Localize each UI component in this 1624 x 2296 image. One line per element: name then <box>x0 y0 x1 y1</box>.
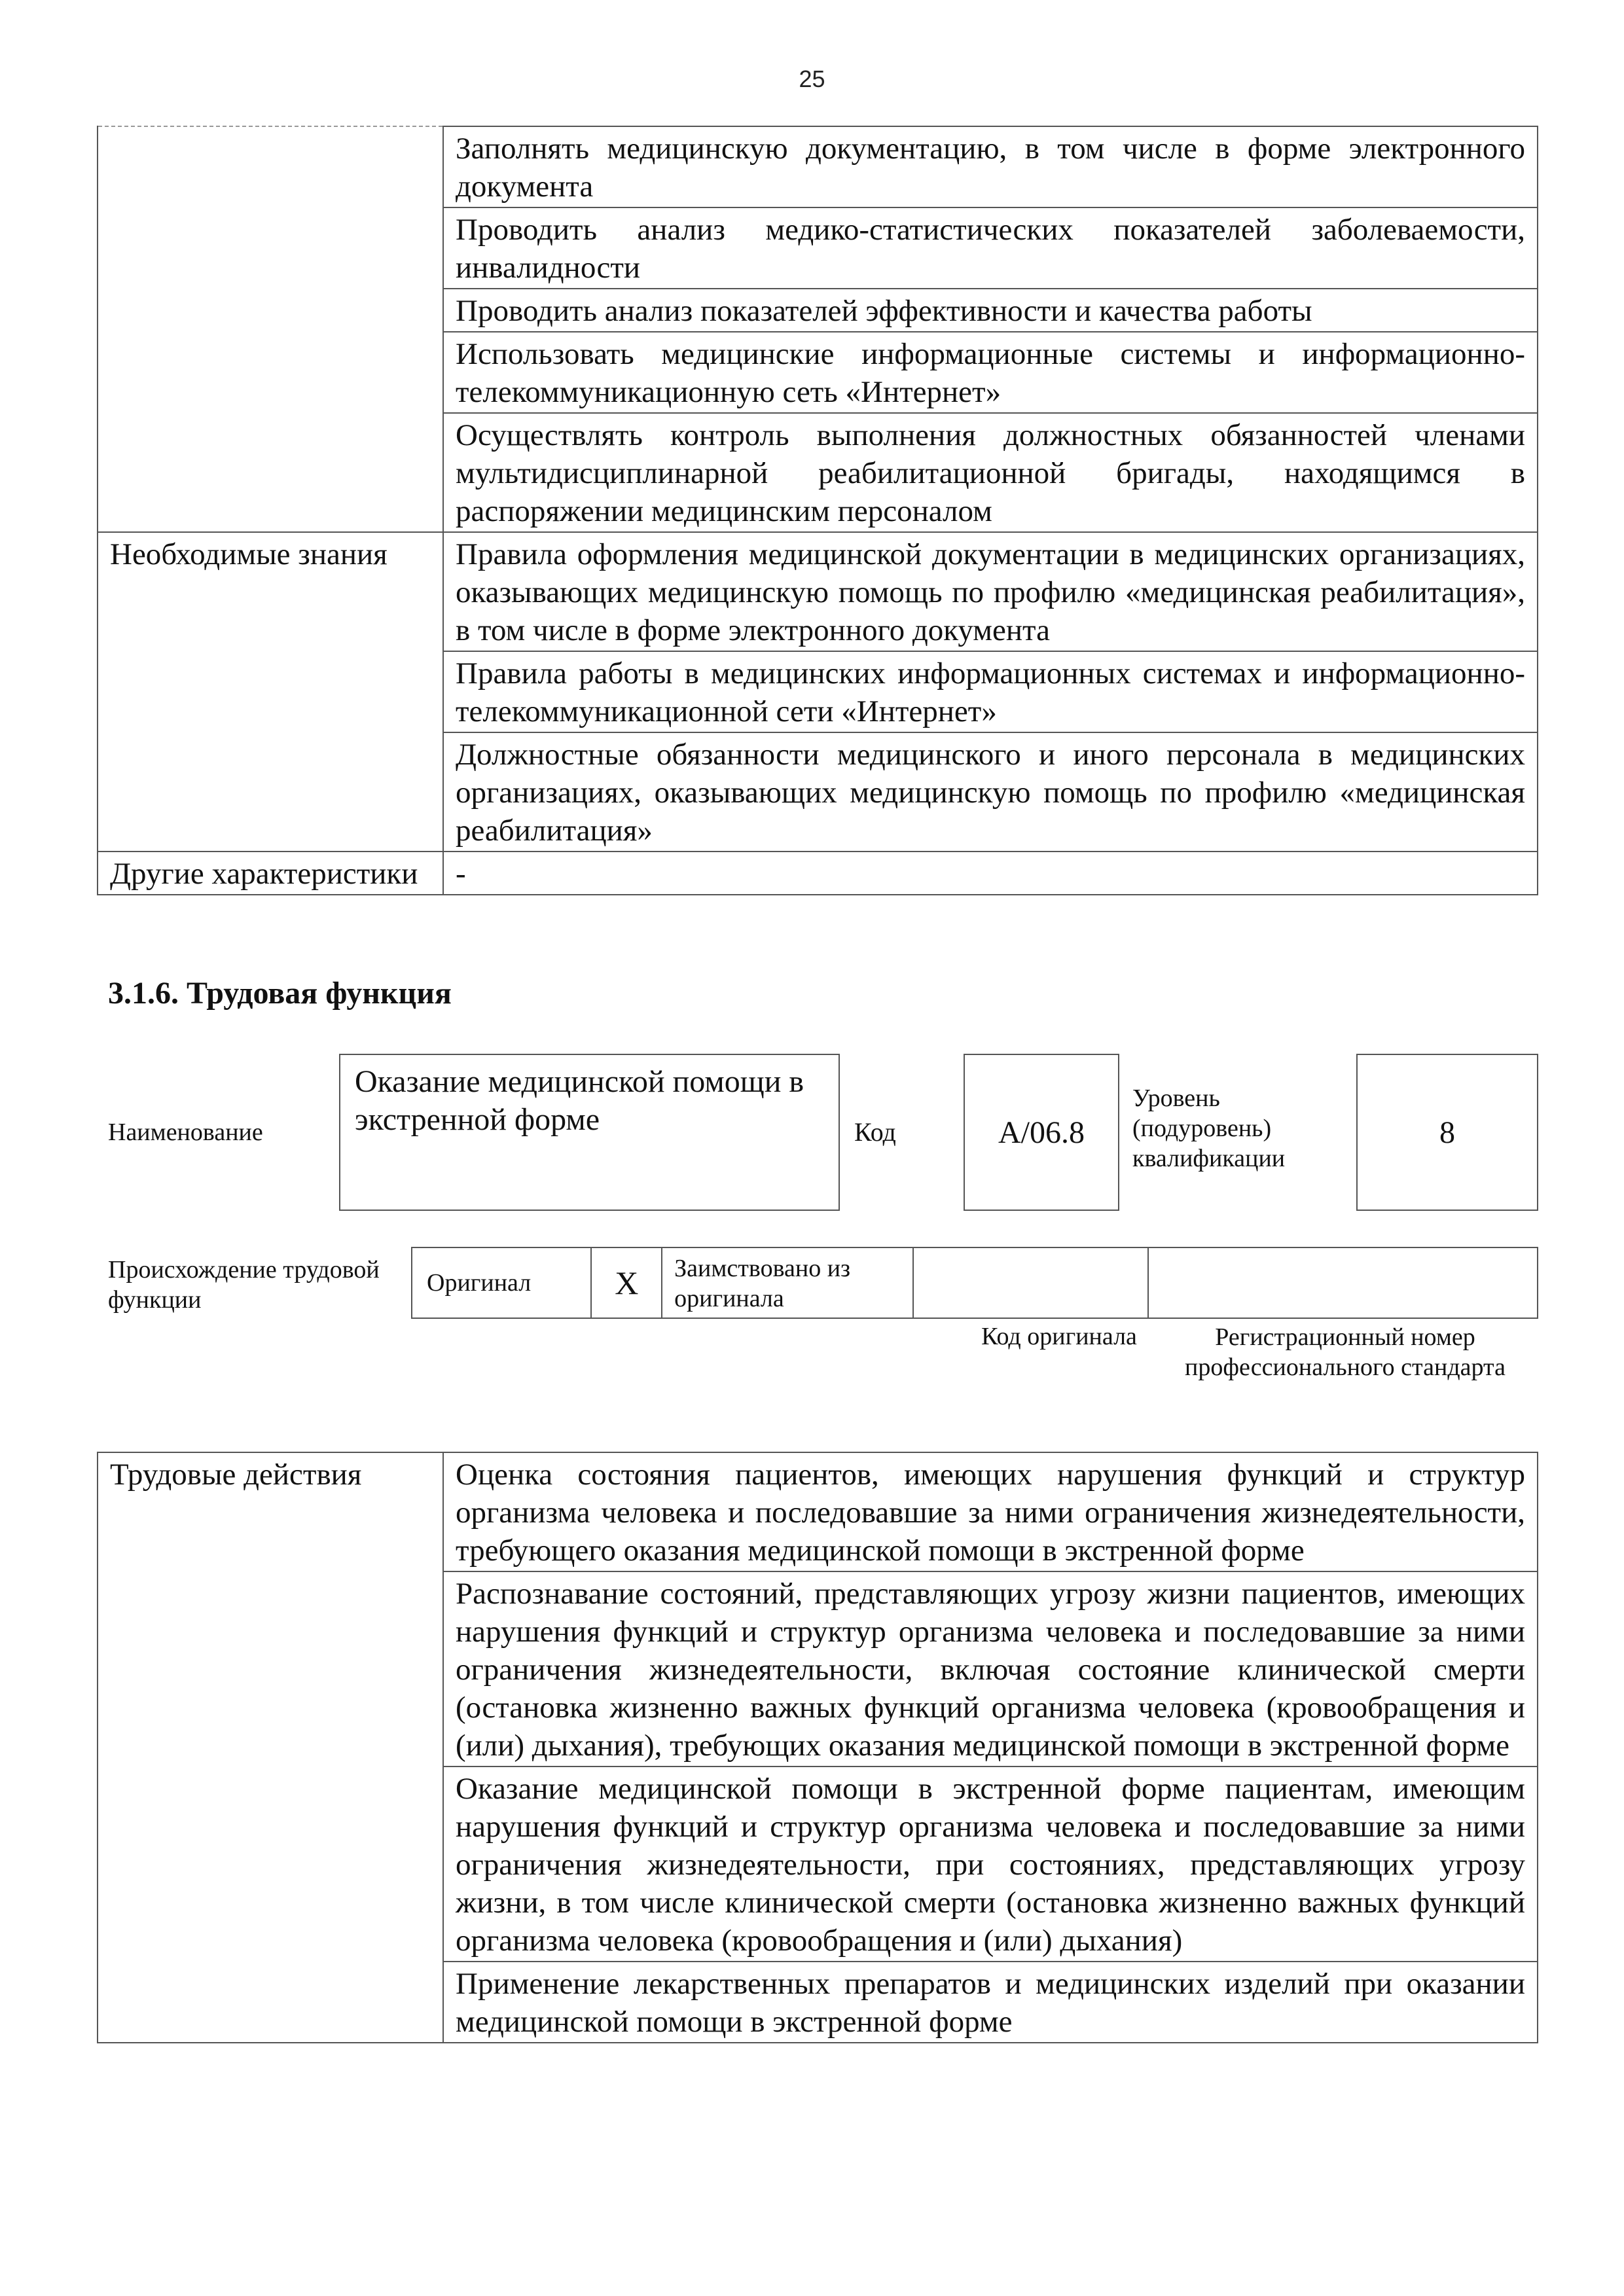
reg-number-label: Регистрационный номер профессионального стандарта <box>1185 1323 1506 1381</box>
row-label-skills <box>98 126 443 532</box>
code-original-label: Код оригинала <box>981 1323 1137 1350</box>
level-label: Уровень (подуровень) квалификации <box>1132 1085 1286 1172</box>
other-item: - <box>443 852 1538 895</box>
name-value-box: Оказание медицинской помощи в экстренной форме <box>339 1054 840 1211</box>
code-label: Код <box>854 1117 896 1147</box>
knowledge-item: Правила оформления медицинской документации в медицинских организациях, оказывающих медицинскую помощь по профилю «медицинская реабилитация», в том числе в форме электронного документа <box>443 532 1538 651</box>
reg-number-cell <box>1149 1248 1537 1318</box>
row-label-knowledge: Необходимые знания <box>98 532 443 852</box>
knowledge-item: Правила работы в медицинских информационных системах и информационно-телекоммуникационной сети «Интернет» <box>443 651 1538 732</box>
row-label-other: Другие характеристики <box>98 852 443 895</box>
origin-row <box>411 1247 1538 1319</box>
code-value-box: A/06.8 <box>964 1054 1119 1211</box>
borrowed-label: Заимствовано из оригинала <box>662 1248 914 1318</box>
name-label: Наименование <box>108 1119 263 1146</box>
origin-label: Происхождение трудовой функции <box>108 1256 380 1314</box>
action-item: Распознавание состояний, представляющих угрозу жизни пациентов, имеющих нарушения функций и структур организма человека и последовавшие за ними ограничения жизнедеятельности, включая состояние клинической смерти (остановка жизненно важных функций организма человека (кровообращения и (или) дыхания), требующих оказания медицинской помощи в экстренной форме <box>443 1571 1538 1767</box>
section-title: 3.1.6. Трудовая функция <box>108 976 452 1011</box>
labor-actions-table <box>97 1452 1538 2043</box>
skill-item: Осуществлять контроль выполнения должностных обязанностей членами мультидисциплинарной реабилитационной бригады, находящимся в распоряжении медицинским персоналом <box>443 413 1538 532</box>
skill-item: Проводить анализ показателей эффективности и качества работы <box>443 289 1538 332</box>
knowledge-item: Должностные обязанности медицинского и иного персонала в медицинских организациях, оказывающих медицинскую помощь по профилю «медицинская реабилитация» <box>443 732 1538 852</box>
level-value-box: 8 <box>1356 1054 1538 1211</box>
code-original-cell <box>914 1248 1149 1318</box>
skill-item: Использовать медицинские информационные системы и информационно-телекоммуникационную сеть «Интернет» <box>443 332 1538 413</box>
action-item: Применение лекарственных препаратов и медицинских изделий при оказании медицинской помощи в экстренной форме <box>443 1962 1538 2043</box>
page-number: 25 <box>799 65 825 92</box>
row-label-actions: Трудовые действия <box>98 1452 443 2043</box>
action-item: Оказание медицинской помощи в экстренной форме пациентам, имеющим нарушения функций и структур организма человека и последовавшие за ними ограничения жизнедеятельности, при состояниях, представляющих угрозу жизни, в том числе клинической смерти (остановка жизненно важных функций организма человека (кровообращения и (или) дыхания) <box>443 1767 1538 1962</box>
skill-item: Заполнять медицинскую документацию, в том числе в форме электронного документа <box>443 126 1538 207</box>
action-item: Оценка состояния пациентов, имеющих нарушения функций и структур организма человека и последовавшие за ними ограничения жизнедеятельности, требующего оказания медицинской помощи в экстренной форме <box>443 1452 1538 1571</box>
original-mark: X <box>592 1248 662 1318</box>
original-label: Оригинал <box>412 1248 592 1318</box>
skill-item: Проводить анализ медико-статистических показателей заболеваемости, инвалидности <box>443 207 1538 289</box>
skills-knowledge-table <box>97 126 1538 895</box>
